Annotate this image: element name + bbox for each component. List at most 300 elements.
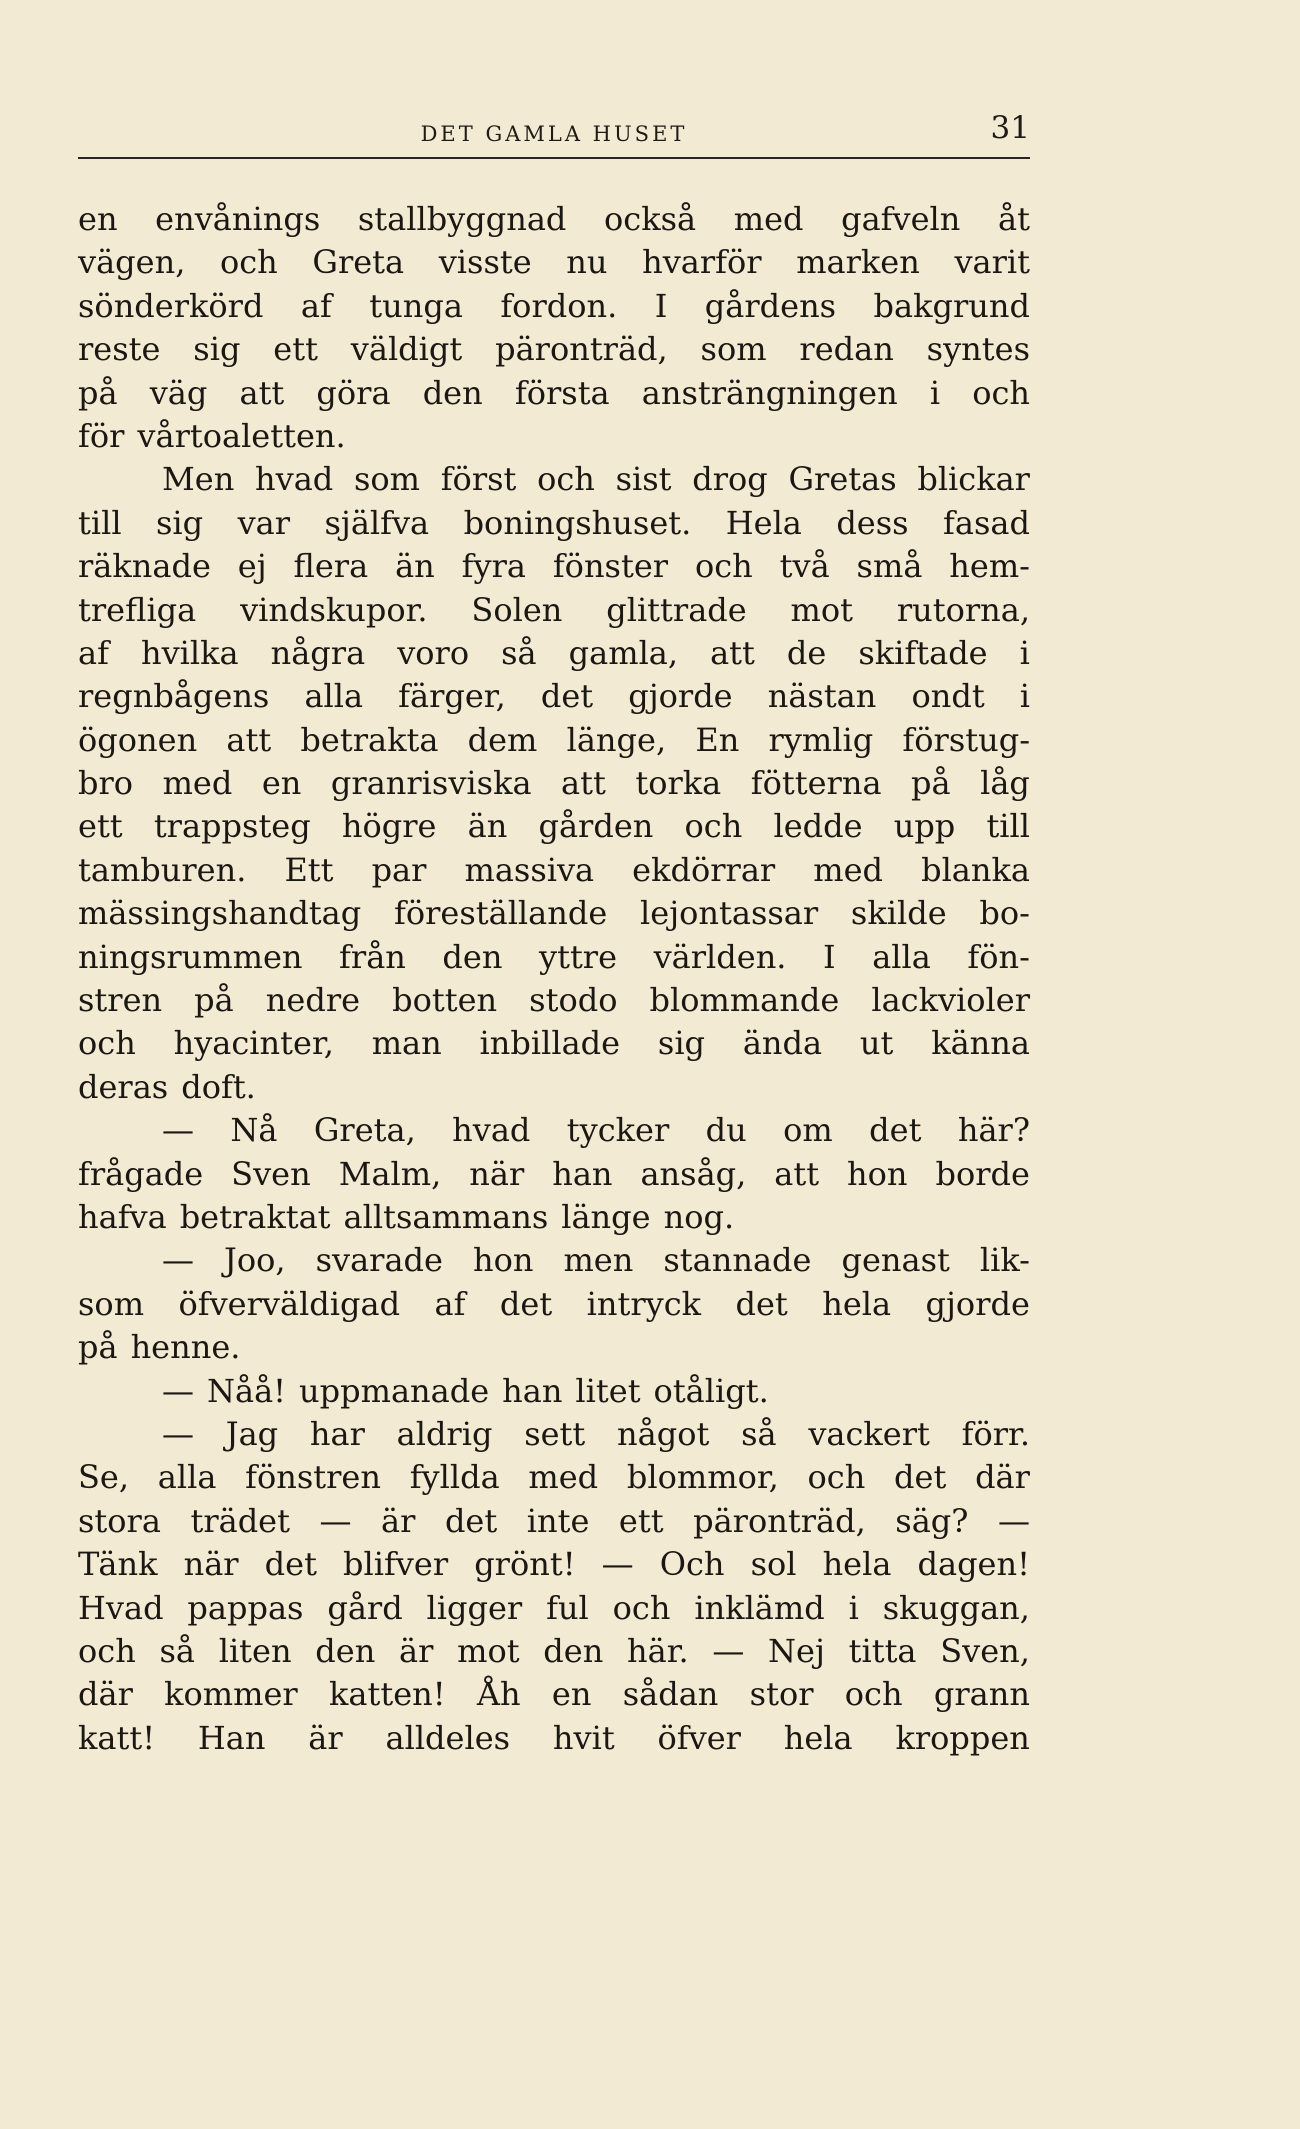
word: fyra xyxy=(461,547,526,586)
word: kroppen xyxy=(895,1718,1030,1757)
word: fötterna xyxy=(750,764,882,803)
word: med xyxy=(528,1458,599,1497)
word: och xyxy=(807,1458,866,1497)
word: till xyxy=(78,503,122,542)
word: först xyxy=(440,460,517,499)
word: Tänk xyxy=(78,1545,158,1584)
word: vägen, xyxy=(78,243,186,282)
page-number: 31 xyxy=(990,110,1030,146)
word: tycker xyxy=(566,1111,670,1150)
word: och xyxy=(537,460,595,499)
word: syntes xyxy=(926,330,1030,369)
word: med xyxy=(162,764,233,803)
word: att xyxy=(239,373,285,412)
word: också xyxy=(604,200,697,238)
word: på xyxy=(194,981,234,1020)
word: har xyxy=(309,1414,365,1453)
word: två xyxy=(779,547,830,586)
word: om xyxy=(783,1111,833,1150)
word: Och xyxy=(659,1545,725,1584)
text-line xyxy=(78,1153,1030,1196)
word: sist xyxy=(615,460,672,499)
word: Greta xyxy=(312,243,405,282)
word: — xyxy=(162,1111,194,1150)
word: ligger xyxy=(426,1588,523,1627)
text-line xyxy=(78,1326,1030,1369)
word: åt xyxy=(998,200,1030,238)
word: fönstren xyxy=(245,1458,381,1497)
text-line xyxy=(78,285,1030,328)
word: aldrig xyxy=(396,1414,493,1453)
word: pappas xyxy=(187,1588,304,1627)
word: att xyxy=(561,764,606,803)
word: blickar xyxy=(917,460,1030,499)
word: glittrade xyxy=(606,590,747,629)
word: gården xyxy=(538,807,654,846)
word: En xyxy=(695,720,740,759)
word: är xyxy=(381,1501,416,1540)
word: af xyxy=(78,633,109,672)
word: den xyxy=(442,937,503,976)
word: päronträd, xyxy=(495,330,668,369)
word: stora xyxy=(78,1501,161,1540)
word: Jag xyxy=(225,1414,279,1453)
text-line xyxy=(78,415,1030,458)
word: upp xyxy=(893,807,956,846)
word: säg? xyxy=(895,1501,969,1540)
word: uppmanade xyxy=(299,1371,490,1410)
body-text xyxy=(78,198,1030,1760)
text-line xyxy=(78,372,1030,415)
word: alldeles xyxy=(385,1718,511,1757)
word: mässingshandtag xyxy=(78,894,362,933)
word: fön- xyxy=(967,937,1030,976)
word: i xyxy=(1019,633,1030,672)
word: svarade xyxy=(315,1241,443,1280)
word: litet xyxy=(575,1371,641,1410)
text-line xyxy=(78,1413,1030,1456)
word: men xyxy=(563,1241,634,1280)
word: Sven xyxy=(231,1154,311,1193)
word: hon xyxy=(472,1241,534,1280)
text-line xyxy=(78,1370,1030,1413)
word: borde xyxy=(935,1154,1030,1193)
word: göra xyxy=(316,373,391,412)
word: ett xyxy=(78,807,123,846)
word: Åh xyxy=(476,1675,521,1714)
word: I xyxy=(823,937,836,976)
word: öfverväldigad xyxy=(178,1284,401,1323)
word: sol xyxy=(750,1545,797,1584)
word: skiftade xyxy=(858,633,988,672)
word: — xyxy=(997,1501,1030,1540)
text-line xyxy=(78,675,1030,718)
word: boningshuset. xyxy=(463,503,692,542)
word: och xyxy=(78,1024,136,1063)
word: betrakta xyxy=(300,720,439,759)
word: det xyxy=(540,677,594,716)
word: hvit xyxy=(552,1718,615,1757)
text-line xyxy=(78,1109,1030,1152)
word: gjorde xyxy=(925,1284,1030,1323)
word: känna xyxy=(931,1024,1030,1063)
word: det xyxy=(499,1284,553,1323)
word: som xyxy=(700,330,767,369)
text-line xyxy=(78,1066,1030,1109)
word: — xyxy=(162,1414,194,1453)
word: och xyxy=(694,547,753,586)
word: de xyxy=(786,633,827,672)
word: Solen xyxy=(471,590,563,629)
word: mot xyxy=(457,1631,520,1670)
word: nästan xyxy=(767,677,877,716)
word: den xyxy=(422,373,483,412)
word: stodo xyxy=(529,981,618,1020)
word: nedre xyxy=(265,981,361,1020)
running-head: DET GAMLA HUSET xyxy=(420,122,688,146)
word: Han xyxy=(197,1718,266,1757)
word: ansträngningen xyxy=(641,373,898,412)
word: gård xyxy=(327,1588,403,1627)
word: när xyxy=(183,1545,239,1584)
word: han xyxy=(502,1371,563,1410)
word: själfva xyxy=(324,503,430,542)
word: på xyxy=(78,1328,118,1367)
word: voro xyxy=(397,633,470,672)
word: marken xyxy=(796,243,920,282)
word: skuggan, xyxy=(882,1588,1030,1627)
text-line xyxy=(78,241,1030,284)
text-line xyxy=(78,1022,1030,1065)
word: Nå xyxy=(230,1111,278,1150)
word: päronträd, xyxy=(693,1501,866,1540)
word: ett xyxy=(618,1501,664,1540)
word: och xyxy=(78,1631,136,1670)
word: hafva xyxy=(78,1197,167,1236)
word: grönt! xyxy=(474,1545,576,1584)
word: är xyxy=(399,1631,434,1670)
word: hela xyxy=(822,1545,892,1584)
word: drog xyxy=(692,460,768,499)
word: ända xyxy=(742,1024,823,1063)
word: och xyxy=(684,807,743,846)
word: det xyxy=(444,1501,498,1540)
word: varit xyxy=(954,243,1030,282)
word: högre xyxy=(341,807,437,846)
word: trädet xyxy=(190,1501,290,1540)
word: där xyxy=(975,1458,1030,1497)
text-line xyxy=(78,1239,1030,1282)
word: på xyxy=(78,373,118,412)
word: färger, xyxy=(398,677,506,716)
word: att xyxy=(710,633,755,672)
word: I xyxy=(654,286,668,325)
word: till xyxy=(986,807,1030,846)
word: hvilka xyxy=(140,633,239,672)
word: skilde xyxy=(850,894,947,933)
text-line xyxy=(78,1630,1030,1673)
word: af xyxy=(300,286,332,325)
text-line xyxy=(78,1587,1030,1630)
word: trefliga xyxy=(78,590,197,629)
word: att xyxy=(226,720,272,759)
word: titta xyxy=(848,1631,917,1670)
word: ningsrummen xyxy=(78,937,303,976)
word: öfver xyxy=(657,1718,741,1757)
word: regnbågens xyxy=(78,677,270,716)
word: inbillade xyxy=(479,1024,621,1063)
word: grann xyxy=(933,1675,1030,1714)
word: Joo, xyxy=(224,1241,286,1280)
text-line xyxy=(78,458,1030,501)
word: tamburen. xyxy=(78,850,247,889)
word: yttre xyxy=(539,937,618,976)
word: visste xyxy=(438,243,532,282)
text-line xyxy=(78,979,1030,1022)
word: granrisviska xyxy=(330,764,532,803)
word: — xyxy=(601,1545,634,1584)
word: det xyxy=(264,1545,317,1584)
word: låg xyxy=(980,764,1030,803)
word: — xyxy=(319,1501,352,1540)
word: än xyxy=(395,547,435,586)
word: mot xyxy=(790,590,853,629)
word: ögonen xyxy=(78,720,198,759)
text-line xyxy=(78,632,1030,675)
word: lejontassar xyxy=(640,894,819,933)
word: Men xyxy=(162,460,235,499)
word: en xyxy=(261,764,302,803)
word: här. xyxy=(627,1631,689,1670)
word: ej xyxy=(237,547,267,586)
word: stallbyggnad xyxy=(357,200,567,238)
word: reste xyxy=(78,330,161,369)
word: — xyxy=(162,1371,194,1410)
word: gjorde xyxy=(628,677,733,716)
word: inklämd xyxy=(694,1588,825,1627)
word: sig xyxy=(193,330,241,369)
word: stren xyxy=(78,981,163,1020)
word: redan xyxy=(799,330,894,369)
word: det xyxy=(894,1458,947,1497)
word: blifver xyxy=(343,1545,449,1584)
word: från xyxy=(339,937,406,976)
word: och xyxy=(972,373,1030,412)
word: gamla, xyxy=(568,633,679,672)
word: som xyxy=(78,1284,145,1323)
word: sett xyxy=(524,1414,586,1453)
word: — xyxy=(712,1631,745,1670)
word: ledde xyxy=(773,807,863,846)
word: väg xyxy=(149,373,208,412)
text-line xyxy=(78,892,1030,935)
word: inte xyxy=(526,1501,590,1540)
word: Greta, xyxy=(313,1111,416,1150)
word: första xyxy=(514,373,610,412)
word: hvad xyxy=(255,460,334,499)
word: en xyxy=(78,200,118,238)
word: han xyxy=(552,1154,613,1193)
text-line xyxy=(78,1543,1030,1586)
word: länge xyxy=(561,1197,651,1236)
page-header xyxy=(78,96,1030,156)
word: i xyxy=(1019,677,1030,716)
word: nog. xyxy=(663,1197,735,1236)
word: Ett xyxy=(284,850,334,889)
word: ondt xyxy=(911,677,985,716)
word: Malm, xyxy=(338,1154,442,1193)
text-line xyxy=(78,545,1030,588)
word: fyllda xyxy=(409,1458,500,1497)
word: liten xyxy=(218,1631,292,1670)
word: dagen! xyxy=(917,1545,1030,1584)
word: alla xyxy=(872,937,931,976)
word: envånings xyxy=(155,200,321,238)
text-line xyxy=(78,805,1030,848)
word: hvad xyxy=(452,1111,531,1150)
word: Nåå! xyxy=(207,1371,287,1410)
word: alla xyxy=(157,1458,217,1497)
word: gafveln xyxy=(841,200,961,238)
word: där xyxy=(78,1675,133,1714)
word: otåligt. xyxy=(653,1371,769,1410)
word: på xyxy=(911,764,951,803)
word: tunga xyxy=(369,286,463,325)
word: förstug- xyxy=(902,720,1030,759)
word: rutorna, xyxy=(896,590,1030,629)
word: vackert xyxy=(808,1414,930,1453)
word: världen. xyxy=(653,937,787,976)
word: man xyxy=(371,1024,442,1063)
word: genast xyxy=(841,1241,950,1280)
word: den xyxy=(315,1631,376,1670)
word: katten! xyxy=(329,1675,446,1714)
word: några xyxy=(270,633,366,672)
word: när xyxy=(469,1154,525,1193)
word: Sven, xyxy=(940,1631,1030,1670)
word: Hvad xyxy=(78,1588,164,1627)
word: sådan xyxy=(622,1675,719,1714)
word: så xyxy=(501,633,537,672)
word: och xyxy=(219,243,278,282)
word: massiva xyxy=(464,850,595,889)
word: af xyxy=(434,1284,466,1323)
word: så xyxy=(741,1414,777,1453)
word: väldigt xyxy=(350,330,463,369)
word: det xyxy=(735,1284,788,1323)
word: rymlig xyxy=(768,720,874,759)
word: något xyxy=(617,1414,710,1453)
word: fordon. xyxy=(500,286,618,325)
word: torka xyxy=(635,764,722,803)
word: Hela xyxy=(725,503,802,542)
word: henne. xyxy=(130,1328,241,1367)
word: lackvioler xyxy=(871,981,1030,1020)
word: för xyxy=(78,416,125,455)
word: trappsteg xyxy=(153,807,311,846)
word: gårdens xyxy=(704,286,837,325)
word: ett xyxy=(273,330,318,369)
word: hvarför xyxy=(642,243,762,282)
word: hem- xyxy=(949,547,1030,586)
word: föreställande xyxy=(393,894,608,933)
word: sönderkörd xyxy=(78,286,264,325)
text-line xyxy=(78,589,1030,632)
text-line xyxy=(78,198,1030,241)
header-rule xyxy=(78,157,1030,159)
word: förr. xyxy=(961,1414,1030,1453)
word: bro xyxy=(78,764,134,803)
word: du xyxy=(705,1111,747,1150)
word: frågade xyxy=(78,1154,204,1193)
word: Nej xyxy=(768,1631,825,1670)
text-line xyxy=(78,936,1030,979)
word: blanka xyxy=(921,850,1030,889)
word: blommor, xyxy=(626,1458,779,1497)
text-line xyxy=(78,1456,1030,1499)
word: och xyxy=(844,1675,903,1714)
word: är xyxy=(308,1718,343,1757)
word: alla xyxy=(304,677,364,716)
word: flera xyxy=(293,547,369,586)
text-line xyxy=(78,1500,1030,1543)
word: hon xyxy=(847,1154,908,1193)
word: deras xyxy=(78,1067,169,1106)
word: katt! xyxy=(78,1718,156,1757)
word: fönster xyxy=(552,547,669,586)
word: vårtoaletten. xyxy=(137,416,346,455)
word: hyacinter, xyxy=(173,1024,334,1063)
text-line xyxy=(78,328,1030,371)
word: lik- xyxy=(979,1241,1030,1280)
word: den xyxy=(543,1631,604,1670)
text-line xyxy=(78,762,1030,805)
word: ut xyxy=(859,1024,894,1063)
text-line xyxy=(78,1283,1030,1326)
word: så xyxy=(159,1631,195,1670)
word: kommer xyxy=(164,1675,298,1714)
word: ful xyxy=(546,1588,589,1627)
word: botten xyxy=(392,981,498,1020)
word: med xyxy=(813,850,884,889)
word: hela xyxy=(783,1718,853,1757)
word: Se, xyxy=(78,1458,130,1497)
word: stor xyxy=(749,1675,814,1714)
word: ekdörrar xyxy=(632,850,776,889)
word: stannade xyxy=(663,1241,812,1280)
word: än xyxy=(467,807,508,846)
text-line xyxy=(78,719,1030,762)
word: vindskupor. xyxy=(240,590,428,629)
word: sig xyxy=(657,1024,706,1063)
word: små xyxy=(856,547,923,586)
word: — xyxy=(162,1241,194,1280)
word: här? xyxy=(957,1111,1030,1150)
word: som xyxy=(353,460,420,499)
word: fasad xyxy=(943,503,1030,542)
word: alltsammans xyxy=(343,1197,549,1236)
text-line xyxy=(78,502,1030,545)
word: med xyxy=(733,200,804,238)
word: blommande xyxy=(649,981,840,1020)
word: intryck xyxy=(586,1284,702,1323)
word: betraktat xyxy=(179,1197,331,1236)
text-line xyxy=(78,1717,1030,1760)
word: dem xyxy=(467,720,538,759)
word: bakgrund xyxy=(873,286,1030,325)
word: länge, xyxy=(566,720,667,759)
text-line xyxy=(78,1196,1030,1239)
